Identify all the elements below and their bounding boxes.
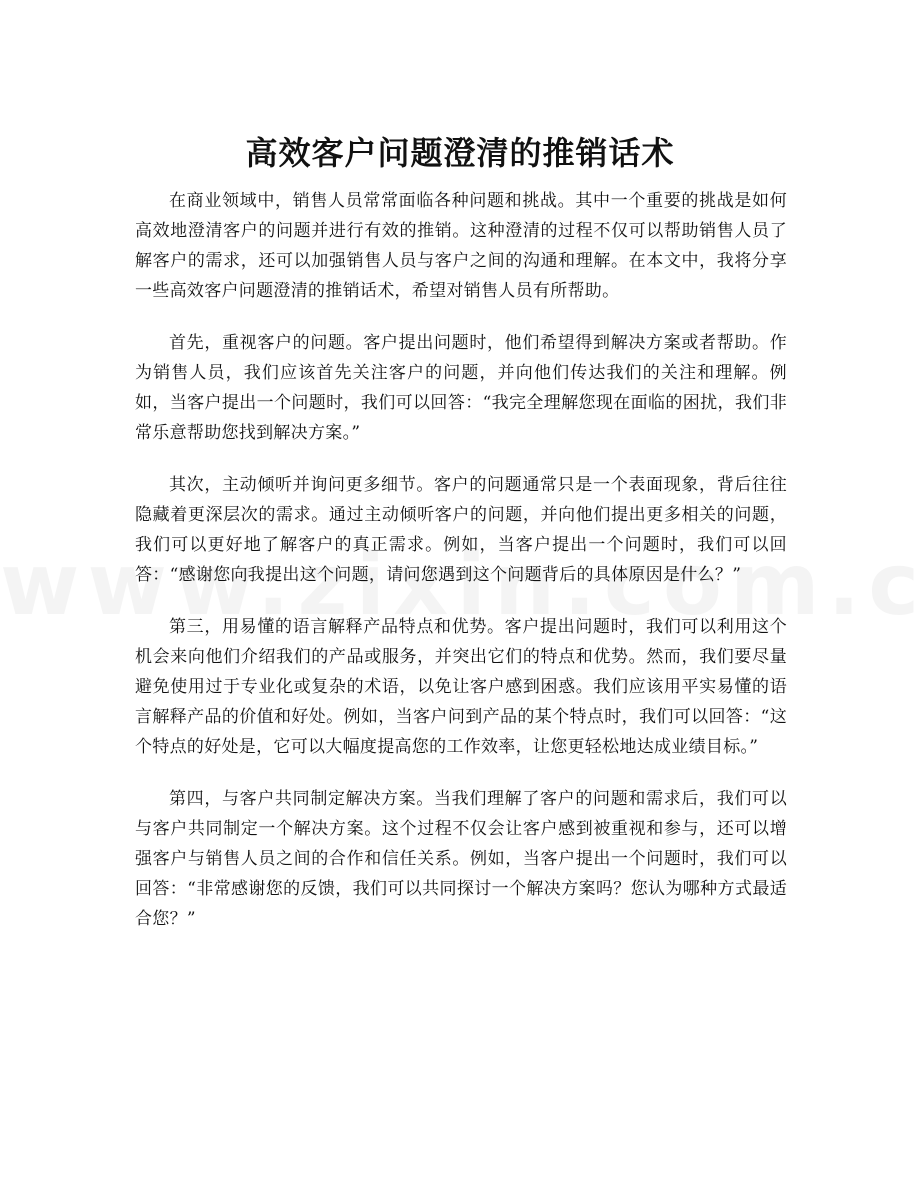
paragraph-fourth-point: 第四，与客户共同制定解决方案。当我们理解了客户的问题和需求后，我们可以与客户共同制定一个解决方案。这个过程不仅会让客户感到被重视和参与，还可以增强客户与销售人员之间的合作和信任关系。例如，当客户提出一个问题时，我们可以回答：“非常感谢您的反馈，我们可以共同探讨一个解决方案吗？您认为哪种方式最适合您？”: [135, 789, 787, 929]
paragraph-third-point: 第三，用易懂的语言解释产品特点和优势。客户提出问题时，我们可以利用这个机会来向他们介绍我们的产品或服务，并突出它们的特点和优势。然而，我们要尽量避免使用过于专业化或复杂的术语，以免让客户感到困惑。我们应该用平实易懂的语言解释产品的价值和好处。例如，当客户问到产品的某个特点时，我们可以回答：“这个特点的好处是，它可以大幅度提高您的工作效率，让您更轻松地达成业绩目标。”: [135, 617, 787, 757]
paragraph-first-point: 首先，重视客户的问题。客户提出问题时，他们希望得到解决方案或者帮助。作为销售人员，我们应该首先关注客户的问题，并向他们传达我们的关注和理解。例如，当客户提出一个问题时，我们可以回答：“我完全理解您现在面临的困扰，我们非常乐意帮助您找到解决方案。”: [135, 333, 787, 443]
document-body: [135, 186, 787, 956]
document-title: 高效客户问题澄清的推销话术: [245, 134, 675, 173]
paragraph-second-point: 其次，主动倾听并询问更多细节。客户的问题通常只是一个表面现象，背后往往隐藏着更深层次的需求。通过主动倾听客户的问题，并向他们提出更多相关的问题，我们可以更好地了解客户的真正需求。例如，当客户提出一个问题时，我们可以回答：“感谢您向我提出这个问题，请问您遇到这个问题背后的具体原因是什么？”: [135, 475, 787, 585]
paragraph-intro: 在商业领域中，销售人员常常面临各种问题和挑战。其中一个重要的挑战是如何高效地澄清客户的问题并进行有效的推销。这种澄清的过程不仅可以帮助销售人员了解客户的需求，还可以加强销售人员与客户之间的沟通和理解。在本文中，我将分享一些高效客户问题澄清的推销话术，希望对销售人员有所帮助。: [135, 191, 787, 301]
